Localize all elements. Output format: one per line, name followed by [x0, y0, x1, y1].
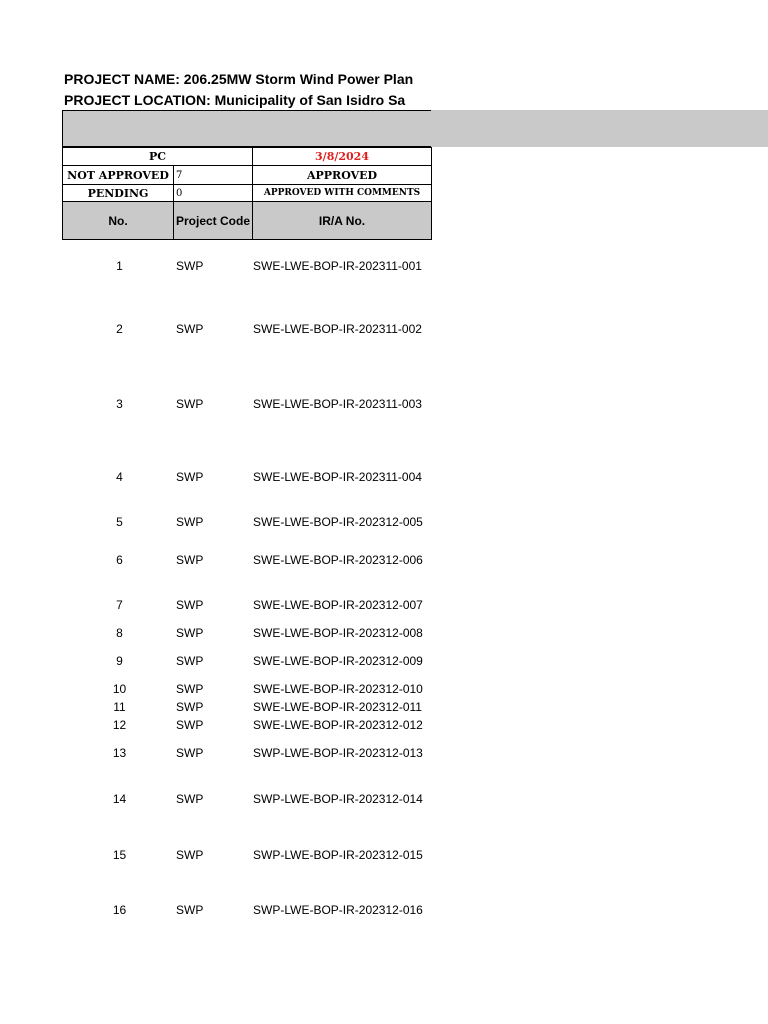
row-no: 11: [113, 700, 126, 714]
row-no: 5: [116, 515, 123, 529]
row-ir-no: SWP-LWE-BOP-IR-202312-016: [253, 903, 423, 917]
row-no: 9: [116, 654, 123, 668]
row-ir-no: SWE-LWE-BOP-IR-202312-005: [253, 515, 423, 529]
row-no: 16: [112, 903, 127, 917]
pc-label: PC: [63, 148, 253, 166]
row-no: 2: [116, 322, 123, 336]
row-no: 1: [116, 259, 123, 273]
row-no: 13: [112, 746, 127, 760]
project-location: PROJECT LOCATION: Municipality of San Isidro Sa: [64, 92, 406, 108]
row-project-code: SWP: [176, 322, 204, 336]
row-project-code: SWP: [176, 746, 204, 760]
summary-table: [62, 147, 432, 240]
row-ir-no: SWE-LWE-BOP-IR-202312-009: [253, 654, 423, 668]
row-project-code: SWP: [176, 626, 204, 640]
row-project-code: SWP: [176, 903, 204, 917]
row-project-code: SWP: [176, 718, 204, 732]
row-no: 10: [112, 682, 127, 696]
row-ir-no: SWE-LWE-BOP-IR-202312-010: [253, 682, 423, 696]
row-project-code: SWP: [176, 848, 204, 862]
row-project-code: SWP: [176, 397, 204, 411]
column-header-no: No.: [63, 202, 174, 240]
row-ir-no: SWE-LWE-BOP-IR-202312-006: [253, 553, 423, 567]
row-project-code: SWP: [176, 470, 204, 484]
row-no: 4: [116, 470, 123, 484]
row-ir-no: SWE-LWE-BOP-IR-202312-008: [253, 626, 423, 640]
row-project-code: SWP: [176, 792, 204, 806]
pending-label: PENDING: [63, 185, 174, 202]
row-no: 3: [116, 397, 123, 411]
row-project-code: SWP: [176, 259, 204, 273]
row-no: 6: [116, 553, 123, 567]
row-ir-no: SWE-LWE-BOP-IR-202312-007: [253, 598, 423, 612]
approved-with-comments-label: APPROVED WITH COMMENTS: [253, 185, 432, 202]
row-ir-no: SWE-LWE-BOP-IR-202311-004: [253, 470, 422, 484]
row-no: 12: [112, 718, 127, 732]
row-project-code: SWP: [176, 598, 204, 612]
column-header-project-code: Project Code: [174, 202, 253, 240]
row-project-code: SWP: [176, 700, 204, 714]
row-no: 14: [112, 792, 127, 806]
row-ir-no: SWP-LWE-BOP-IR-202312-014: [253, 792, 423, 806]
row-ir-no: SWE-LWE-BOP-IR-202311-001: [253, 259, 422, 273]
row-ir-no: SWE-LWE-BOP-IR-202311-002: [253, 322, 422, 336]
row-ir-no: SWE-LWE-BOP-IR-202311-003: [253, 397, 422, 411]
report-date: 3/8/2024: [253, 148, 432, 166]
row-project-code: SWP: [176, 682, 204, 696]
row-no: 7: [116, 598, 123, 612]
row-no: 15: [112, 848, 127, 862]
row-ir-no: SWE-LWE-BOP-IR-202312-012: [253, 718, 423, 732]
row-project-code: SWP: [176, 654, 204, 668]
row-project-code: SWP: [176, 553, 204, 567]
approved-label: APPROVED: [253, 166, 432, 185]
not-approved-value: 7: [174, 166, 253, 185]
row-ir-no: SWP-LWE-BOP-IR-202312-013: [253, 746, 423, 760]
header-band-border: [62, 110, 431, 147]
row-no: 8: [116, 626, 123, 640]
not-approved-label: NOT APPROVED: [63, 166, 174, 185]
row-ir-no: SWP-LWE-BOP-IR-202312-015: [253, 848, 423, 862]
project-name: PROJECT NAME: 206.25MW Storm Wind Power Plan: [64, 71, 414, 87]
row-project-code: SWP: [176, 515, 204, 529]
row-ir-no: SWE-LWE-BOP-IR-202312-011: [253, 700, 422, 714]
pending-value: 0: [174, 185, 253, 202]
column-header-ir-no: IR/A No.: [253, 202, 432, 240]
